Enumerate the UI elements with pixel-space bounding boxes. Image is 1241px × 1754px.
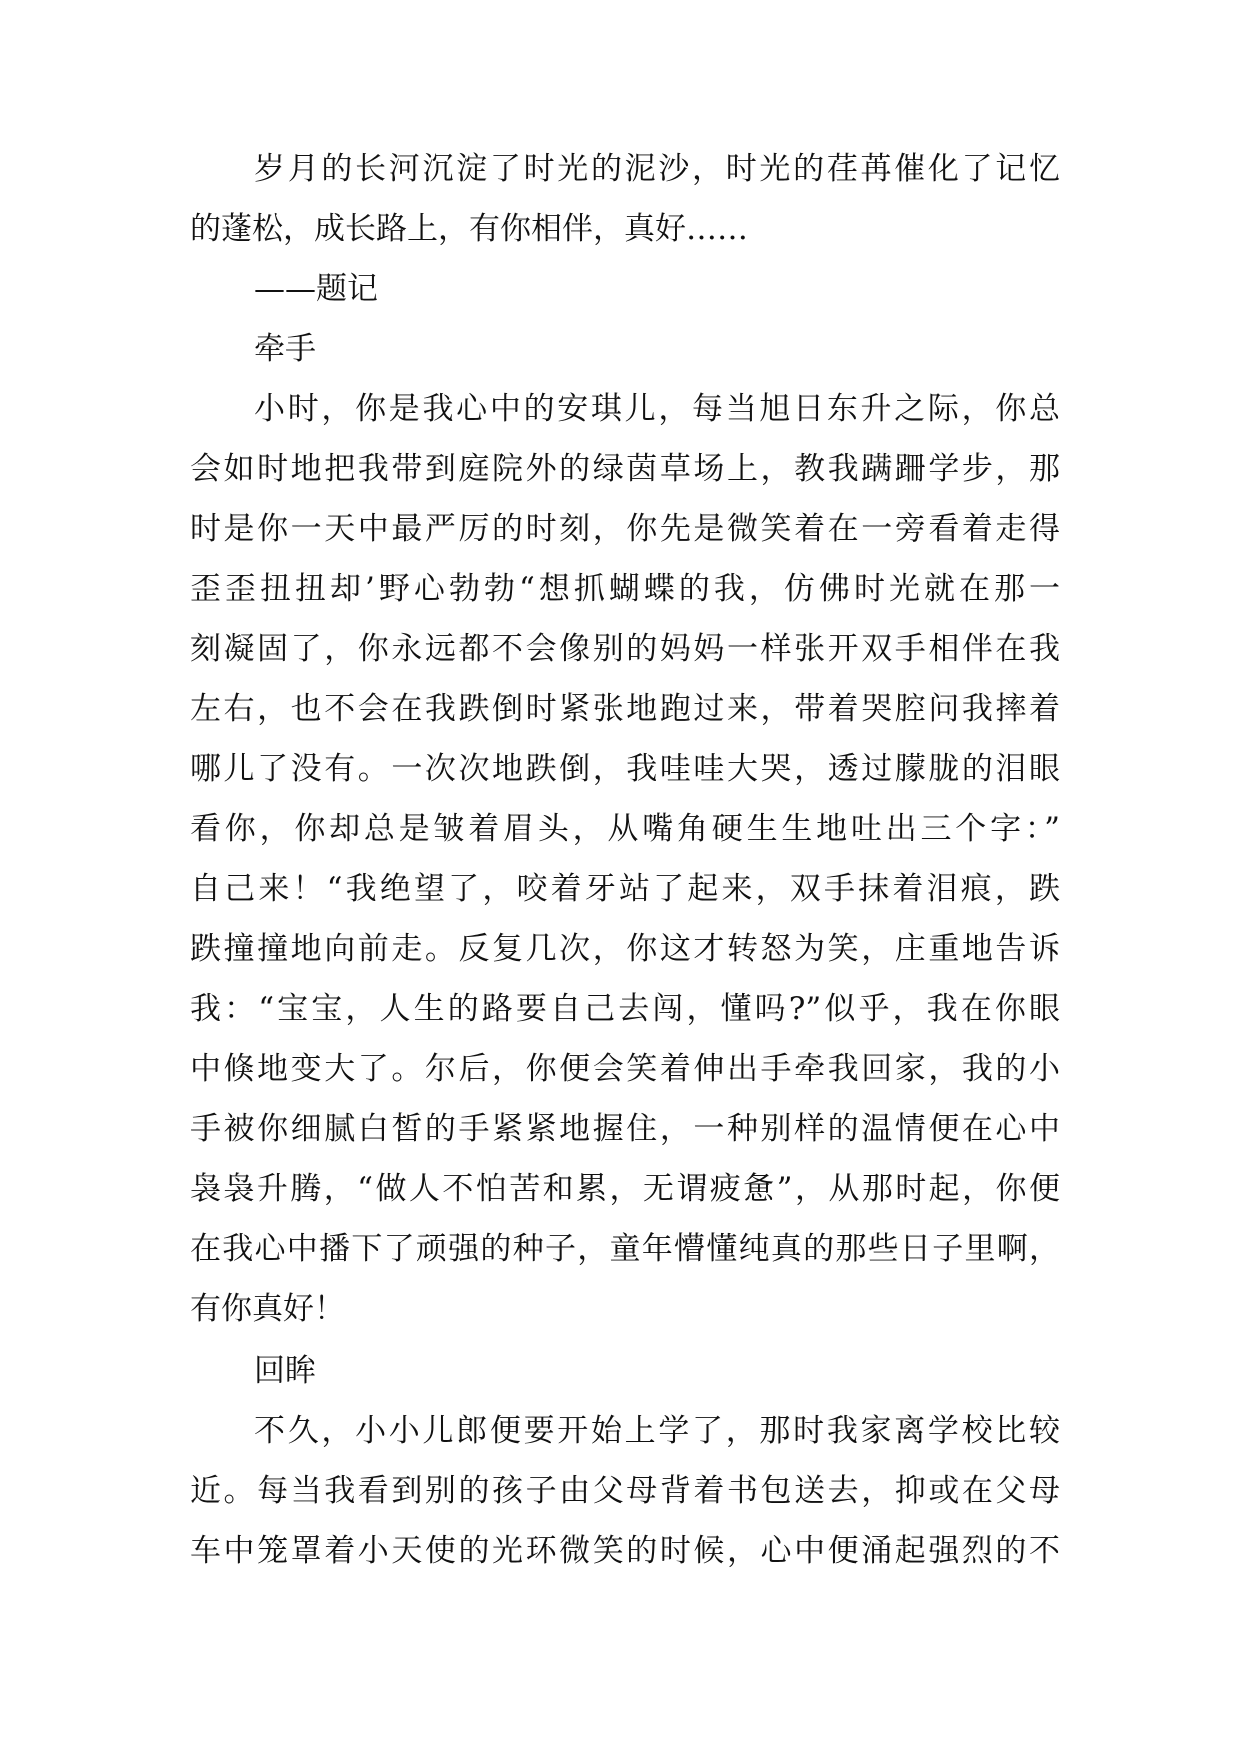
paragraph-line: 中倏地变大了。尔后，你便会笑着伸出手牵我回家，我的小 <box>190 1051 1060 1087</box>
paragraph-line: 看你，你却总是皱着眉头，从嘴角硬生生地吐出三个字：” <box>190 811 1060 847</box>
paragraph-line: 歪歪扭扭却’野心勃勃“想抓蝴蝶的我，仿佛时光就在那一 <box>190 571 1060 607</box>
paragraph-line: 有你真好！ <box>190 1291 345 1327</box>
paragraph-line: 自己来！“我绝望了，咬着牙站了起来，双手抹着泪痕，跌 <box>190 871 1060 907</box>
paragraph-line: 近。每当我看到别的孩子由父母背着书包送去，抑或在父母 <box>190 1473 1060 1509</box>
paragraph-line: 车中笼罩着小天使的光环微笑的时候，心中便涌起强烈的不 <box>190 1533 1060 1569</box>
paragraph-line: 袅袅升腾，“做人不怕苦和累，无谓疲惫”，从那时起，你便 <box>190 1171 1060 1207</box>
paragraph-line: 刻凝固了，你永远都不会像别的妈妈一样张开双手相伴在我 <box>190 631 1060 667</box>
paragraph-line: 左右，也不会在我跌倒时紧张地跑过来，带着哭腔问我摔着 <box>190 691 1060 727</box>
paragraph-line: 小时，你是我心中的安琪儿，每当旭日东升之际，你总 <box>254 391 1060 427</box>
paragraph-line: 会如时地把我带到庭院外的绿茵草场上，教我蹒跚学步，那 <box>190 451 1060 487</box>
paragraph-line: 在我心中播下了顽强的种子，童年懵懂纯真的那些日子里啊， <box>190 1231 1060 1267</box>
section-heading-qianshou: 牵手 <box>254 331 316 367</box>
paragraph-line: 不久，小小儿郎便要开始上学了，那时我家离学校比较 <box>254 1413 1060 1449</box>
paragraph-line: 手被你细腻白皙的手紧紧地握住，一种别样的温情便在心中 <box>190 1111 1060 1147</box>
epigraph-attribution: ——题记 <box>254 271 378 307</box>
paragraph-line: 时是你一天中最严厉的时刻，你先是微笑着在一旁看着走得 <box>190 511 1060 547</box>
paragraph-line: 哪儿了没有。一次次地跌倒，我哇哇大哭，透过朦胧的泪眼 <box>190 751 1060 787</box>
section-heading-huimou: 回眸 <box>254 1353 316 1389</box>
intro-line-2: 的蓬松，成长路上，有你相伴，真好…… <box>190 211 748 247</box>
intro-line-1: 岁月的长河沉淀了时光的泥沙，时光的荏苒催化了记忆 <box>254 151 1060 187</box>
paragraph-line: 跌撞撞地向前走。反复几次，你这才转怒为笑，庄重地告诉 <box>190 931 1060 967</box>
paragraph-line: 我：“宝宝，人生的路要自己去闯，懂吗?”似乎，我在你眼 <box>190 991 1060 1027</box>
